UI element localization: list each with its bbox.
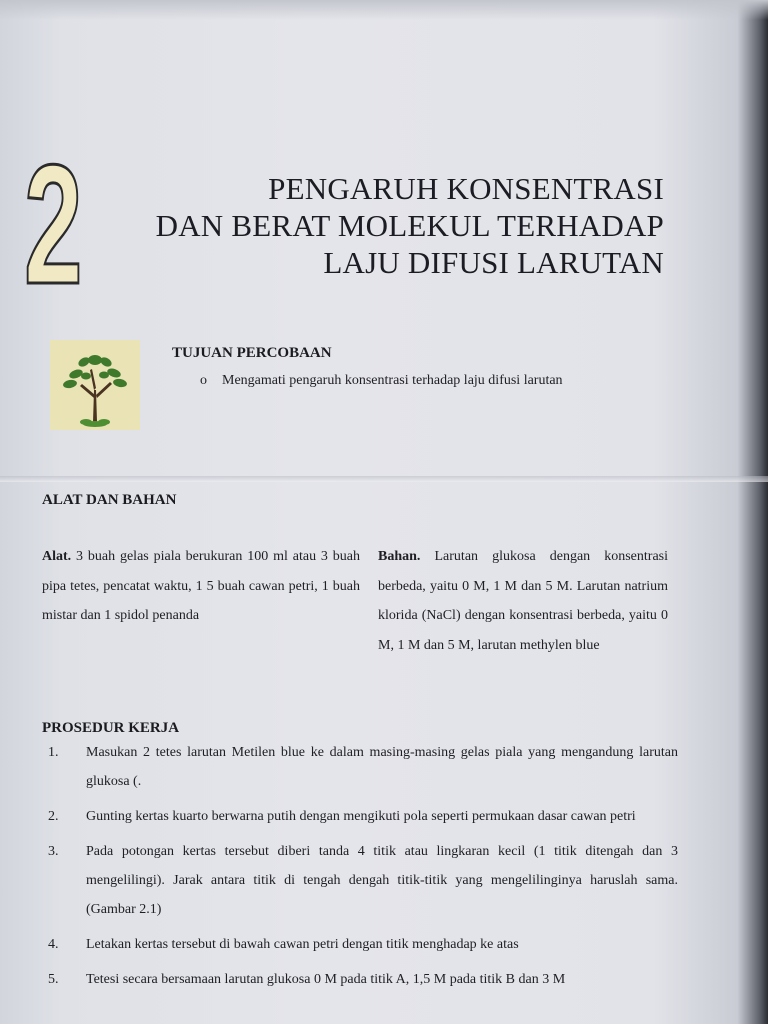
procedure-step xyxy=(48,965,678,994)
chapter-title xyxy=(104,170,664,281)
step-text: Masukan 2 tetes larutan Metilen blue ke dalam masing-masing gelas piala yang mengandung larutan glukosa (. xyxy=(86,745,678,789)
step-text: Gunting kertas kuarto berwarna putih dengan mengikuti pola seperti permukaan dasar cawan petri xyxy=(86,809,636,824)
tree-icon xyxy=(50,340,140,430)
procedure-step xyxy=(48,802,678,831)
alat-text: 3 buah gelas piala berukuran 100 ml atau 3 buah pipa tetes, pencatat waktu, 1 5 buah cawan petri, 1 buah mistar dan 1 spidol penanda xyxy=(42,549,361,623)
step-text: Tetesi secara bersamaan larutan glukosa 0 M pada titik A, 1,5 M pada titik B dan 3 M xyxy=(86,972,566,987)
step-number: 2. xyxy=(48,809,59,824)
chapter-title-line-3: LAJU DIFUSI LARUTAN xyxy=(323,245,664,280)
step-number: 4. xyxy=(48,937,59,952)
tujuan-item-text: Mengamati pengaruh konsentrasi terhadap laju difusi larutan xyxy=(222,373,563,388)
alat-label: Alat. xyxy=(42,549,72,564)
page-top-shadow xyxy=(0,0,768,20)
alat-bahan-heading: ALAT DAN BAHAN xyxy=(42,492,177,508)
page-seam xyxy=(0,476,768,482)
step-number: 3. xyxy=(48,844,59,859)
alat-column xyxy=(42,542,360,631)
step-number: 5. xyxy=(48,972,59,987)
procedure-step xyxy=(48,930,678,959)
chapter-title-line-1: PENGARUH KONSENTRASI xyxy=(268,171,664,206)
step-text: Pada potongan kertas tersebut diberi tanda 4 titik atau lingkaran kecil (1 titik ditengah dan 3 mengelilingi). Jarak antara titik di tengah dengah titik-titik yang mengelilinginya haruslah sama. (Gambar 2.1) xyxy=(86,844,678,917)
procedure-step xyxy=(48,738,678,796)
bahan-label: Bahan. xyxy=(378,549,421,564)
bahan-column xyxy=(378,542,668,660)
bahan-text: Larutan glukosa dengan konsentrasi berbeda, yaitu 0 M, 1 M dan 5 M. Larutan natrium klorida (NaCl) dengan konsentrasi berbeda, yaitu 0 M, 1 M dan 5 M, larutan methylen blue xyxy=(378,549,668,653)
chapter-title-line-2: DAN BERAT MOLEKUL TERHADAP xyxy=(155,208,664,243)
step-text: Letakan kertas tersebut di bawah cawan petri dengan titik menghadap ke atas xyxy=(86,937,519,952)
step-number: 1. xyxy=(48,745,59,760)
chapter-number: 2 xyxy=(24,130,83,320)
procedure-step xyxy=(48,837,678,924)
procedure-list xyxy=(48,738,678,1000)
tujuan-heading: TUJUAN PERCOBAAN xyxy=(172,345,332,361)
bullet-marker: o xyxy=(200,373,207,388)
tujuan-item xyxy=(200,373,563,389)
prosedur-heading: PROSEDUR KERJA xyxy=(42,720,180,736)
